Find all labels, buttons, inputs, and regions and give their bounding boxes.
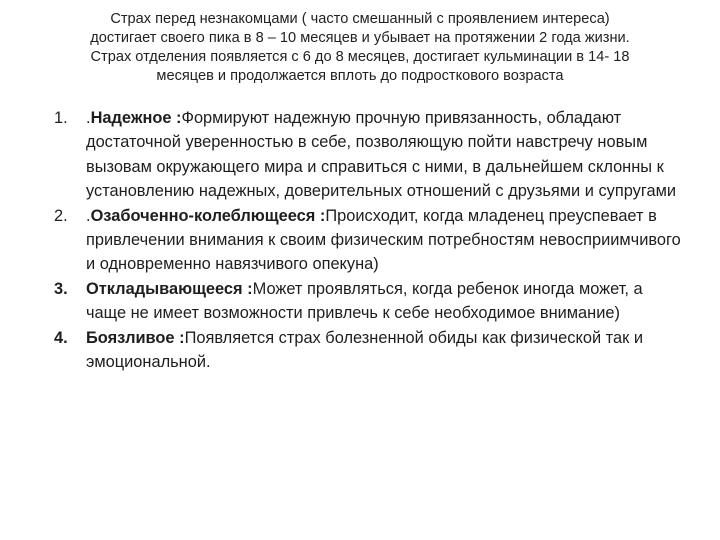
list-item: [54, 204, 684, 277]
intro-line-2: достигает своего пика в 8 – 10 месяцев и убывает на протяжении 2 года жизни.: [90, 30, 630, 46]
item-text: Появляется страх болезненной обиды как физической так и эмоциональной.: [86, 328, 643, 372]
item-prefix: .: [86, 109, 91, 127]
intro-line-3: Страх отделения появляется с 6 до 8 месяцев, достигает кульминации в 14- 18: [90, 49, 630, 65]
intro-paragraph: [40, 10, 680, 86]
item-heading: Озабоченно-колеблющееся :: [90, 206, 326, 225]
item-text: Формируют надежную прочную привязанность, обладают достаточной уверенностью в себе, позволяющую пойти навстречу новым вызовам окружающего мира и справиться с ними, в дальнейшем склонны к установлению надежных, доверительных отношений с друзьями и супругами: [86, 109, 677, 201]
intro-line-1: Страх перед незнакомцами ( часто смешанный с проявлением интереса): [110, 11, 610, 27]
item-prefix: .: [86, 206, 91, 225]
item-number: 4.: [54, 328, 68, 347]
list-item: [54, 106, 684, 204]
intro-line-4: месяцев и продолжается вплоть до подросткового возраста: [156, 68, 564, 84]
list-item: [54, 277, 684, 326]
item-text: Может проявляться, когда ребенок иногда может, а чаще не имеет возможности привлечь к себе необходимое внимание): [86, 279, 643, 323]
attachment-types-list: [54, 106, 684, 374]
item-heading: Боязливое :: [86, 328, 185, 347]
item-number: 2.: [54, 206, 68, 225]
item-text: Происходит, когда младенец преуспевает в привлечении внимания к своим физическим потребностям невосприимчивого и одновременно навязчивого опекуна): [86, 206, 681, 274]
item-number: 3.: [54, 279, 68, 298]
item-heading: Откладывающееся :: [86, 279, 253, 298]
list-item: [54, 326, 684, 375]
item-heading: Надежное :: [90, 109, 182, 127]
item-number: 1.: [54, 109, 68, 127]
